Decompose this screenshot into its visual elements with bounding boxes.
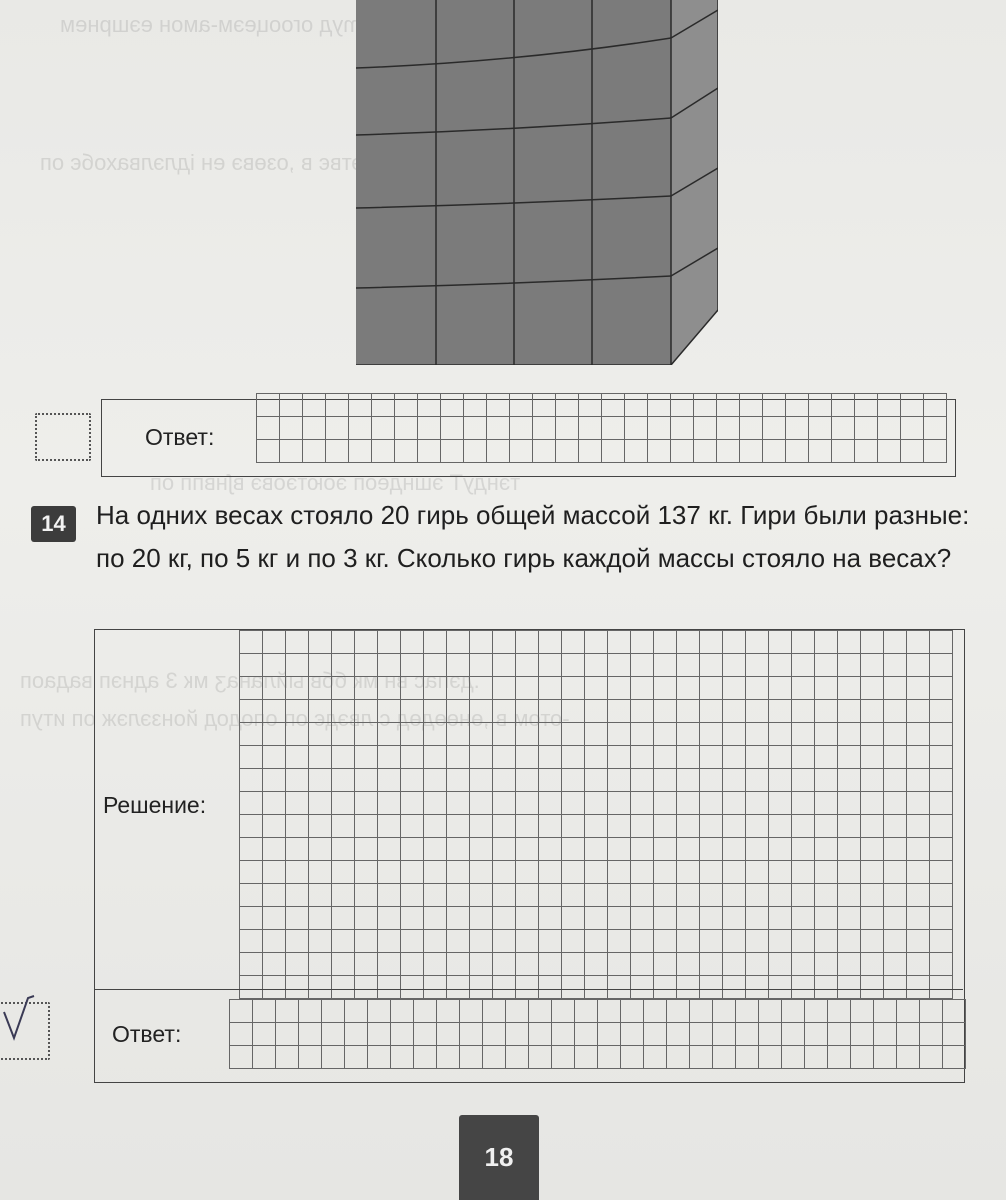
solution-label: Решение: [103,792,207,818]
task-number-badge: 14 [31,506,76,542]
answer-label-previous: Ответ: [145,424,215,450]
bleed-through-text: тэндуТ эшндеоп эоютэовэ вʃнвпп оп [150,470,521,495]
prism-figure [356,0,718,365]
check-mark-icon [0,990,50,1050]
task-text: На одних весах стояло 20 гирь общей массой 137 кг. Гири были разные: по 20 кг, по 5 кг и по 3 кг. Сколько гирь каждой массы стояло на весах? [96,500,970,573]
solution-answer-divider [95,989,963,990]
bleed-through-text: ен мэтвє в ,озөвэ ен ідлэлвахобє оп [40,150,409,175]
page-number: 18 [459,1115,539,1200]
score-box-previous[interactable] [35,413,91,461]
answer-grid[interactable] [229,999,966,1069]
answer-grid-previous[interactable] [256,393,947,463]
answer-label: Ответ: [112,1021,182,1047]
bleed-through-text: йонзэлэж оп итуп [20,706,199,731]
solution-grid[interactable] [239,630,953,999]
bleed-through-text: ʃanamyд огооцеэм-амон еэшрнем [60,12,404,37]
bleed-through-text: мк 3 аднэп вадаоп [20,668,209,693]
